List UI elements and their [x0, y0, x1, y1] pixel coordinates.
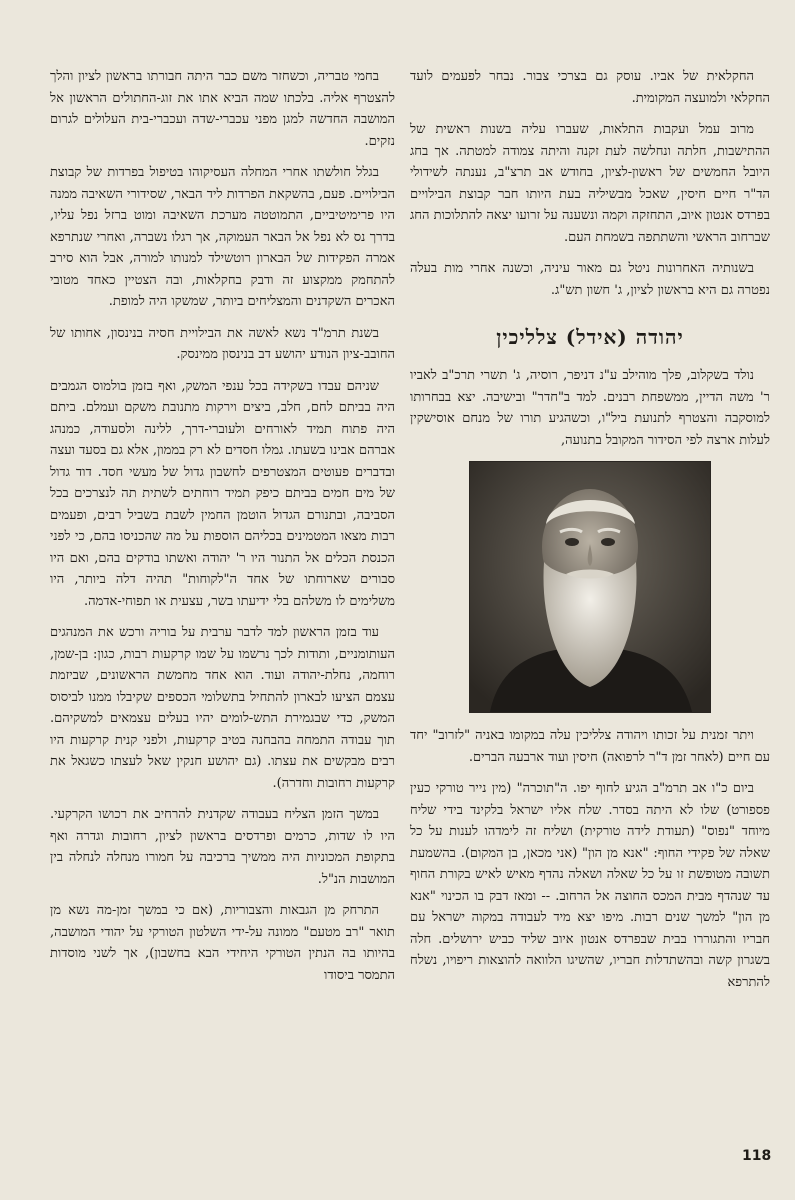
- portrait-illustration: [470, 462, 710, 712]
- paragraph: בשנותיה האחרונות ניטל גם מאור עיניה, וכשנה אחרי מות בעלה נפטרה גם היא בראשון לציון, ג' חשון תש"ג.: [410, 261, 770, 298]
- paragraph: במשך הזמן הצליח בעבודה שקדנית להרחיב את רכושו הקרקעי. היו לו שדות, כרמים ופרדסים בראשון לציון, רחובות וגדרה ואף בתקופת המכוניות היה ממשיך ברכיבה על חמורו מנחלה לנחלה בין המושבות הנ"ל.: [50, 807, 395, 887]
- page-number: 118: [742, 1148, 772, 1164]
- paragraph: בשנת תרמ"ד נשא לאשה את הבילויית חסיה בנינסון, אחותו של החובב-ציון הנודע יהושע דב בנינסון ממינסק.: [50, 325, 395, 362]
- paragraph: ויתר זמנית על זכותו ויהודה צלליכין עלה במקומו באניה "לזרוב" יחד עם חיים (לאחר זמן ד"ר לרפואה) חיסין ועוד ארבעה הברים.: [410, 728, 770, 765]
- paragraph: שניהם עבדו בשקידה בכל ענפי המשק, ואף בזמן בולמוס הגמבים היה בביתם לחם, חלב, ביצים וירקות מתנובת משקם ועמלם. ביתם היה פתוח תמיד לאורחים ולעוברי-דרך, ללינה ולסעודה, כמנהג אברהם אבינו בשעתו. גמלו חסדים לא רק בממון, אלא גם בסעד ועצה ובדברים פעוטים המצטרפים לחשבון גדול של מעשי חסד. דוד גדול של מים חמים בביתם כיפק תמיד רוחתים לשתית תה לנצרכים בכל הסביבה, ובתנורם הגדול הוטמן החמין לשבת בשביל רבים, ופעמים רבות מצאו המטמינים בכליהם הוספות על מה שהכניסו בהם, כי לפני הכנסת הכלים אל התנור היו ר' יהודה ואשתו בודקים בהם, ואם היו סבורים שארוחתו של אחד ה"לקוחות" תהיה דלה ביותר, היו משלימים לו משלהם בלי ידיעתו בשר, עצעית או תפוחי-אדמה.: [49, 378, 395, 609]
- paragraph: עוד בזמן הראשון למד לדבר ערבית על בוריה ורכש את המנהגים העותומניים, ותודות לכך נרשמו על שמו קרקעות רבות, כגון: בן-שמן, רוחמה, נחלת-יהודה ועוד. הוא אחד מחמשת הראשונים, שביזמת עצמם הציעו לבארון להתחיל בתשלומי הכספים שקיבלו ממנו לביסוס המשק, כדי שבגמירת התש-לומים יהיו בעלים עצמאים למשקיהם. תוך עבודה התמחה בהבחנה בטיב קרקעות, ולפני קנית קרקעות היו רבים מבקשים את עצתו. (גם יהושע חנקין שאל לעצתו כשגאל את קרקעות רחובות וחדרה).: [50, 625, 395, 791]
- paragraph: בחמי טבריה, וכשחזר משם כבר היתה חבורתו בראשון לציון והלך להצטרף אליה. בלכתו שמה הביא אתו את זוג-החתולים הראשון אל המושבה החדשה למגן מפני עכברי-שדה ועכברי-בית העלולים לגרום נזקים.: [50, 69, 395, 149]
- paragraph-bio: נולד בשקלוב, פלך מוהילב ע"נ דניפר, רוסיה, ג' תשרי תרכ"ב לאביו ר' משה הדיין, ממשפחת רבנים. למד ב"חדר" ובישיבה. יצא בבחרותו למוסקבה והצטרף לתנועת ביל"ו, וכשהגיע תורו של מנחם אוסישקין לעלות ארצה לפי הסידור המקובל בתנועה,: [410, 368, 770, 448]
- paragraph: החקלאית של אביו. עוסק גם בצרכי צבור. נבחר לפעמים לועד החקלאי ולמועצה המקומית.: [410, 69, 770, 106]
- right-column: [410, 66, 770, 1003]
- section-heading: יהודה (אידל) צלליכין: [496, 325, 684, 349]
- left-column: [50, 66, 395, 996]
- paragraph: ביום כ"ו אב תרמ"ב הגיע לחוף יפו. ה"תוכרה" (מין נייר טורקי כעין פספורט) שלו לא היתה בסדר. שלח אליו ישראל בלקינד בידי שליח מיוחד "נפוס" (תעודת לידה טורקית) ושליח זה לימדהו לענות על כל שאלה של פקידי החוף: "אנא מן הון" (אני מכאן, בן המקום). בהשמעת תשובה מטופשת זו על כל שאלה ושאלה נהדף מאיש לאיש בקורת החוף עד שנהדף מבית המכס החוצה אל הרחוב. -- ומאז דבק בו הכינוי "אנא מן הון" למשך שנים רבות. מיפו יצא מיד לעבודה במקוה ישראל עם חבריו והתגוררו בבית שבפרדס אנטון איוב שליד כביש ירושלים. חלה בשגרון קשה ובהשתדלות חבריו, שהשיגו הלוואה להוצאות ריפויו, נשלח להתרפא: [410, 781, 770, 990]
- portrait-photo: [469, 461, 711, 713]
- paragraph: התרחק מן הגבאות והצבוריות, (אם כי במשך זמן-מה נשא מן תואר "רב מטעם" ממונה על-ידי השלטון הטורקי על יהודי המושבה, בהיותו בה הנתין הטורקי היחידי הבא בחשבון), אך לשני מוסדות התמסר ביסודו: [50, 903, 395, 983]
- paragraph: מרוב עמל ועקבות התלאות, שעברו עליה בשנות ראשית של ההתישבות, חלתה ונחלשה לעת זקנה והיתה צמודה למטתה. אך בחג היובל החמשים של ראשון-לציון, בחודש אב תרצ"ב, נענתה לשידולי הד"ר חיים חיסין, שאכל מבשיליה בעת היותו חבר קבוצת הבילויים בפרדס אנטון איוב, התחזקה וקמה ונשענה על זרועו יצאה להתלוכות החג שברחוב הראשי והשתתפה בשמחת העם.: [410, 122, 770, 245]
- paragraph: בגלל חולשתו אחרי המחלה העסיקוהו בטיפול בפרדות של קבוצת הבילויים. פעם, בהשקאת הפרדות ליד הבאר, שסידורי השאיבה ממנה היו פרימיטיביים, התמוטטה מערכת השאיבה ומוט ברזל נפל עליו, בדרך נס לא נפל אל הבאר העמוקה, אך רגלו נשברה, ואחרי שנתרפא אמרה הפקידות של הבארון רוטשילד למנותו למורה, אבל הוא סירב להתחמק ממקצוע זה ודבק בחקלאות, ובה הצטיין כאחד מטובי האכרים השקדנים והמצליחים ביותר, שמשקו היה למופת.: [50, 165, 395, 309]
